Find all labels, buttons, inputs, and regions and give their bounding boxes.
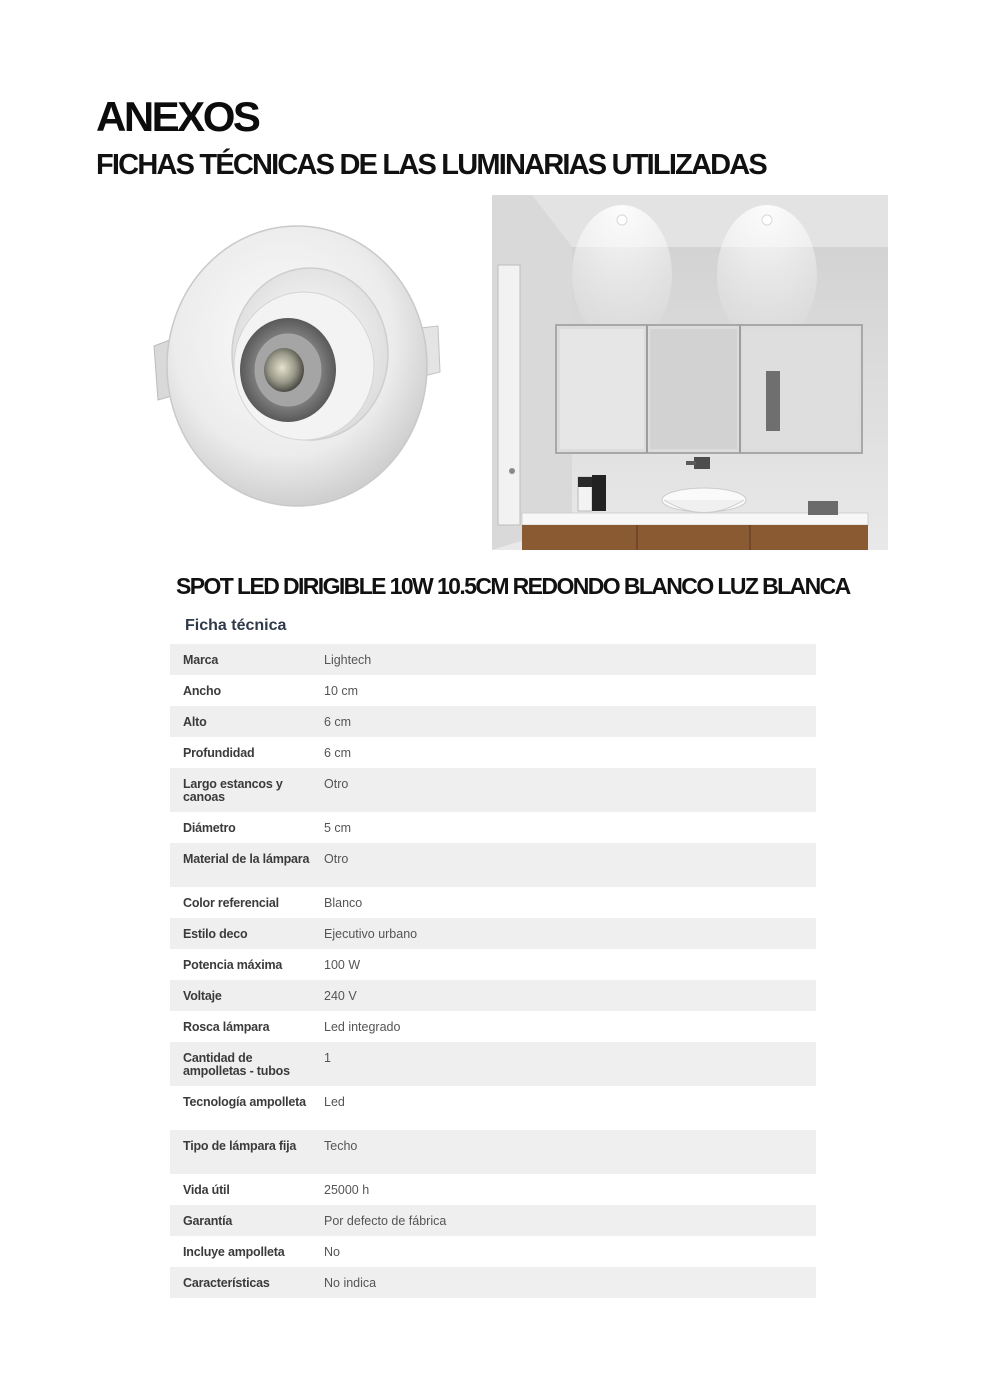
spec-row-tecnologia (170, 1086, 816, 1130)
spec-value: Lightech (324, 653, 372, 667)
spec-label: Tecnología ampolleta (183, 1095, 306, 1109)
spec-row-estilo (170, 918, 816, 949)
spot-light-photo (140, 200, 460, 540)
spec-value: 100 W (324, 958, 361, 972)
spec-row-diametro (170, 812, 816, 843)
page-title: ANEXOS (96, 93, 259, 140)
spec-value: Led (324, 1095, 345, 1109)
spec-row-caracteristicas (170, 1267, 816, 1298)
spec-label: Tipo de lámpara fija (183, 1139, 297, 1153)
spec-row-material (170, 843, 816, 887)
page-subtitle: FICHAS TÉCNICAS DE LAS LUMINARIAS UTILIZADAS (96, 149, 766, 181)
spec-value: Blanco (324, 896, 363, 910)
spec-label: Diámetro (183, 821, 236, 835)
spec-row-potencia (170, 949, 816, 980)
spec-label: Profundidad (183, 746, 255, 760)
spec-label: Color referencial (183, 896, 279, 910)
spec-label: Material de la lámpara (183, 852, 310, 866)
spec-row-voltaje (170, 980, 816, 1011)
spec-value: 25000 h (324, 1183, 370, 1197)
spec-value: Por defecto de fábrica (324, 1214, 447, 1228)
spec-row-color (170, 887, 816, 918)
spec-label: Incluye ampolleta (183, 1245, 285, 1259)
spec-value: Techo (324, 1139, 358, 1153)
spec-value: Led integrado (324, 1020, 401, 1034)
spec-row-incluye (170, 1236, 816, 1267)
spec-label: Marca (183, 653, 219, 667)
spec-sheet (170, 608, 816, 1298)
spec-row-vida-util (170, 1174, 816, 1205)
spec-value: 240 V (324, 989, 357, 1003)
spec-label: Voltaje (183, 989, 222, 1003)
spec-label: Características (183, 1276, 270, 1290)
bathroom-installation-photo (492, 195, 888, 550)
spec-row-largo-estancos (170, 768, 816, 812)
spec-value: 6 cm (324, 746, 352, 760)
spec-value: 5 cm (324, 821, 352, 835)
spec-sheet-heading: Ficha técnica (185, 617, 287, 634)
spec-label: Garantía (183, 1214, 233, 1228)
spec-value: Otro (324, 777, 349, 791)
spec-row-ancho (170, 675, 816, 706)
spec-row-alto (170, 706, 816, 737)
spec-label: Rosca lámpara (183, 1020, 270, 1034)
spec-row-rosca (170, 1011, 816, 1042)
spec-label: Cantidad de ampolletas - tubos (183, 1051, 290, 1078)
spec-value: 1 (324, 1051, 331, 1065)
spec-value: No (324, 1245, 340, 1259)
spec-label: Vida útil (183, 1183, 230, 1197)
spec-row-profundidad (170, 737, 816, 768)
spec-label: Alto (183, 715, 207, 729)
spec-value: Otro (324, 852, 349, 866)
spec-label: Ancho (183, 684, 221, 698)
spec-label: Estilo deco (183, 927, 248, 941)
product-title: SPOT LED DIRIGIBLE 10W 10.5CM REDONDO BLANCO LUZ BLANCA (176, 573, 850, 599)
spec-row-tipo (170, 1130, 816, 1174)
spec-value: 6 cm (324, 715, 352, 729)
spec-label: Potencia máxima (183, 958, 283, 972)
spec-value: Ejecutivo urbano (324, 927, 418, 941)
spec-value: No indica (324, 1276, 377, 1290)
spec-row-garantia (170, 1205, 816, 1236)
spec-row-marca (170, 644, 816, 675)
spec-label: Largo estancos y canoas (183, 777, 283, 804)
spec-row-cantidad (170, 1042, 816, 1086)
spec-value: 10 cm (324, 684, 359, 698)
